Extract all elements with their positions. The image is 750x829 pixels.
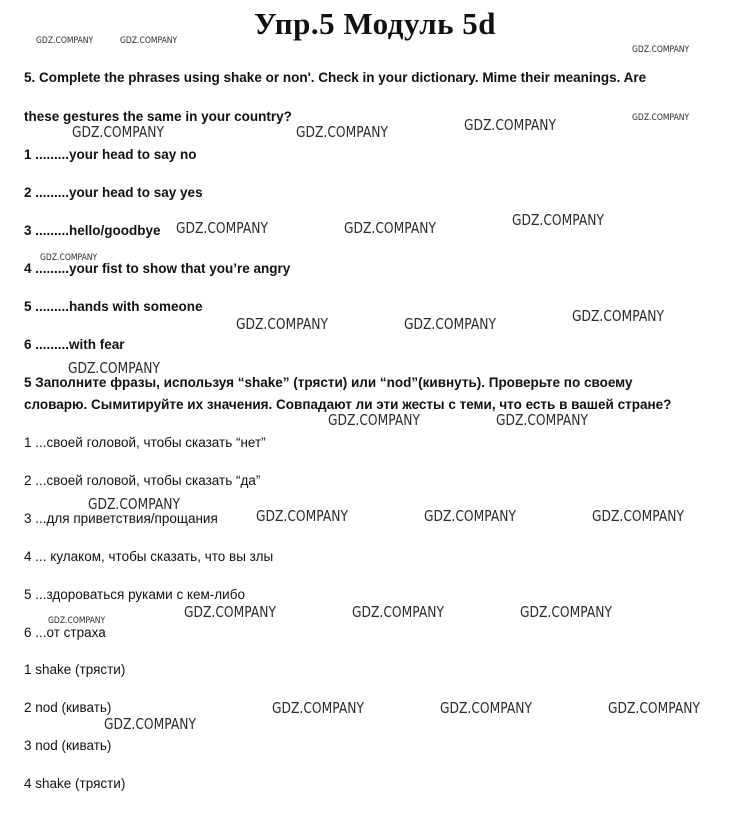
watermark: GDZ.COMPANY: [236, 315, 328, 333]
exercise-item-ru-5: 5 ...здороваться руками с кем-либо: [24, 587, 245, 602]
watermark: GDZ.COMPANY: [48, 616, 106, 626]
watermark: GDZ.COMPANY: [120, 36, 178, 46]
exercise-item-en-2: 2 .........your head to say yes: [24, 185, 203, 200]
watermark: GDZ.COMPANY: [36, 36, 94, 46]
watermark: GDZ.COMPANY: [72, 123, 164, 141]
watermark: GDZ.COMPANY: [296, 123, 388, 141]
answer-4: 4 shake (трясти): [24, 776, 126, 791]
watermark: GDZ.COMPANY: [632, 45, 690, 55]
answer-2: 2 nod (кивать): [24, 700, 112, 715]
watermark: GDZ.COMPANY: [40, 253, 98, 263]
exercise-item-ru-6: 6 ...от страха: [24, 625, 106, 640]
instruction-ru-line-1: 5 Заполните фразы, используя “shake” (трясти) или “nod”(кивнуть). Проверьте по своему: [24, 375, 633, 390]
watermark: GDZ.COMPANY: [176, 219, 268, 237]
watermark: GDZ.COMPANY: [632, 113, 690, 123]
exercise-item-ru-2: 2 ...своей головой, чтобы сказать “да”: [24, 473, 261, 488]
watermark: GDZ.COMPANY: [464, 116, 556, 134]
exercise-item-ru-1: 1 ...своей головой, чтобы сказать “нет”: [24, 435, 266, 450]
instruction-en-line-1: 5. Complete the phrases using shake or non'. Check in your dictionary. Mime their meanings. Are: [24, 70, 647, 85]
watermark: GDZ.COMPANY: [68, 359, 160, 377]
watermark: GDZ.COMPANY: [352, 603, 444, 621]
watermark: GDZ.COMPANY: [608, 699, 700, 717]
watermark: GDZ.COMPANY: [272, 699, 364, 717]
watermark: GDZ.COMPANY: [592, 507, 684, 525]
watermark: GDZ.COMPANY: [520, 603, 612, 621]
watermark: GDZ.COMPANY: [328, 411, 420, 429]
exercise-item-en-3: 3 .........hello/goodbye: [24, 223, 161, 238]
watermark: GDZ.COMPANY: [404, 315, 496, 333]
exercise-item-en-5: 5 .........hands with someone: [24, 299, 203, 314]
watermark: GDZ.COMPANY: [184, 603, 276, 621]
exercise-item-ru-3: 3 ...для приветствия/прощания: [24, 511, 218, 526]
watermark: GDZ.COMPANY: [344, 219, 436, 237]
watermark: GDZ.COMPANY: [512, 211, 604, 229]
exercise-item-en-1: 1 .........your head to say no: [24, 147, 197, 162]
watermark: GDZ.COMPANY: [424, 507, 516, 525]
instruction-en-line-2: these gestures the same in your country?: [24, 109, 292, 124]
watermark: GDZ.COMPANY: [256, 507, 348, 525]
page-title: Упр.5 Модуль 5d: [254, 6, 496, 41]
watermark: GDZ.COMPANY: [104, 715, 196, 733]
exercise-item-en-4: 4 .........your fist to show that you’re angry: [24, 261, 291, 276]
watermark: GDZ.COMPANY: [88, 495, 180, 513]
watermark: GDZ.COMPANY: [440, 699, 532, 717]
exercise-item-ru-4: 4 ... кулаком, чтобы сказать, что вы злы: [24, 549, 274, 564]
watermark: GDZ.COMPANY: [496, 411, 588, 429]
answer-1: 1 shake (трясти): [24, 662, 126, 677]
instruction-ru-line-2: словарю. Сымитируйте их значения. Совпадают ли эти жесты с теми, что есть в вашей стране?: [24, 397, 672, 412]
watermark: GDZ.COMPANY: [572, 307, 664, 325]
answer-3: 3 nod (кивать): [24, 738, 112, 753]
exercise-item-en-6: 6 .........with fear: [24, 337, 125, 352]
